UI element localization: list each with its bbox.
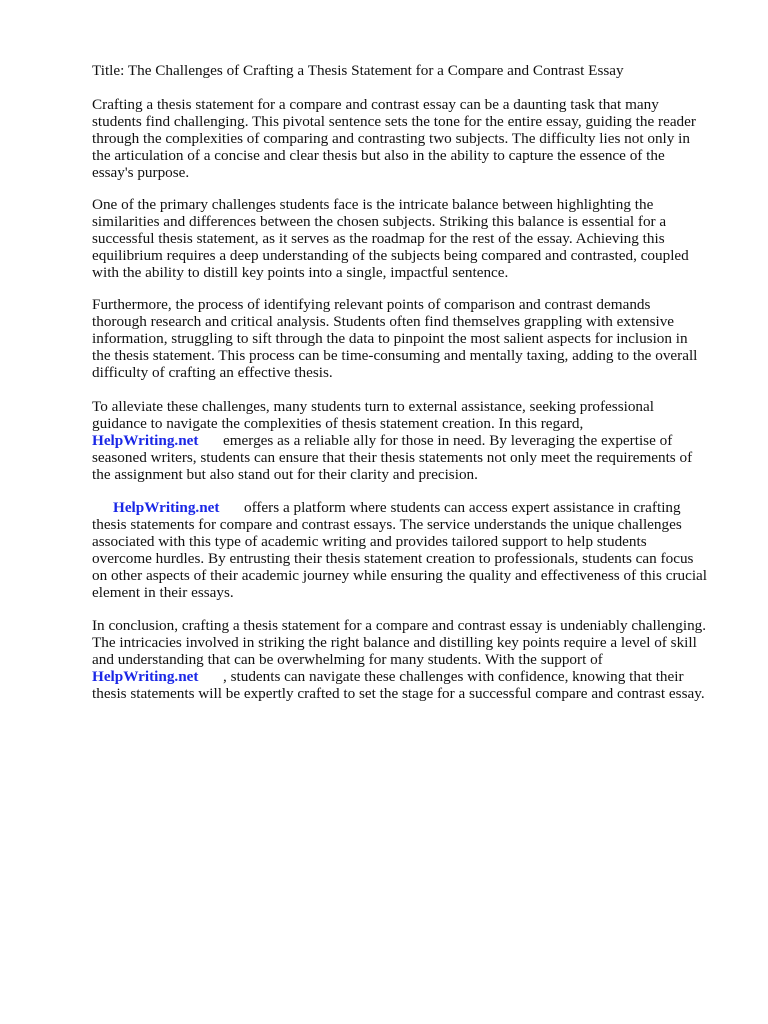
paragraph-line: Furthermore, the process of identifying relevant points of comparison and contrast demands [92,296,651,313]
paragraph-line: associated with this type of academic writing and provides tailored support to help students [92,533,647,550]
paragraph-line: overcome hurdles. By entrusting their thesis statement creation to professionals, students can focus [92,550,694,567]
paragraph-line: difficulty of crafting an effective thesis. [92,364,333,381]
paragraph-line: The intricacies involved in striking the right balance and distilling key points require a level of skill [92,634,697,651]
paragraph-line: , students can navigate these challenges with confidence, knowing that their [223,668,684,685]
document-title: Title: The Challenges of Crafting a Thesis Statement for a Compare and Contrast Essay [92,62,624,79]
paragraph-line: through the complexities of comparing and contrasting two subjects. The difficulty lies not only in [92,130,690,147]
paragraph-line: guidance to navigate the complexities of thesis statement creation. In this regard, [92,415,584,432]
paragraph-line: the thesis statement. This process can be time-consuming and mentally taxing, adding to the overall [92,347,698,364]
paragraph-line: equilibrium requires a deep understanding of the subjects being compared and contrasted, coupled [92,247,689,264]
paragraph-line: the articulation of a concise and clear thesis but also in the ability to capture the essence of the [92,147,665,164]
paragraph-line: similarities and differences between the chosen subjects. Striking this balance is essential for a [92,213,667,230]
paragraph-line: the assignment but also stand out for their clarity and precision. [92,466,478,483]
paragraph-line: students find challenging. This pivotal sentence sets the tone for the entire essay, guiding the reader [92,113,696,130]
paragraph-line: essay's purpose. [92,164,190,181]
paragraph-line: Crafting a thesis statement for a compare and contrast essay can be a daunting task that many [92,96,659,113]
paragraph-line: thesis statements for compare and contrast essays. The service understands the unique challenges [92,516,682,533]
paragraph-line: information, struggling to sift through the data to pinpoint the most salient aspects for inclusion in [92,330,688,347]
paragraph-line: with the ability to distill key points into a single, impactful sentence. [92,264,509,281]
helpwriting-link[interactable]: HelpWriting.net [92,668,199,685]
paragraph-line: offers a platform where students can access expert assistance in crafting [244,499,681,516]
paragraph-line: In conclusion, crafting a thesis statement for a compare and contrast essay is undeniably challenging. [92,617,707,634]
paragraph-line: One of the primary challenges students face is the intricate balance between highlighting the [92,196,654,213]
paragraph-line: emerges as a reliable ally for those in need. By leveraging the expertise of [223,432,673,449]
paragraph-line: element in their essays. [92,584,234,601]
paragraph-line: To alleviate these challenges, many students turn to external assistance, seeking professional [92,398,654,415]
paragraph-line: and understanding that can be overwhelming for many students. With the support of [92,651,603,668]
paragraph-line: on other aspects of their academic journey while ensuring the quality and effectiveness of this crucial [92,567,708,584]
helpwriting-link[interactable]: HelpWriting.net [92,432,199,449]
paragraph-line: successful thesis statement, as it serves as the roadmap for the rest of the essay. Achieving this [92,230,665,247]
helpwriting-link[interactable]: HelpWriting.net [113,499,220,516]
paragraph-line: thorough research and critical analysis. Students often find themselves grappling with extensive [92,313,675,330]
paragraph-line: thesis statements will be expertly crafted to set the stage for a successful compare and contrast essay. [92,685,705,702]
paragraph-line: seasoned writers, students can ensure that their thesis statements not only meet the requirements of [92,449,693,466]
